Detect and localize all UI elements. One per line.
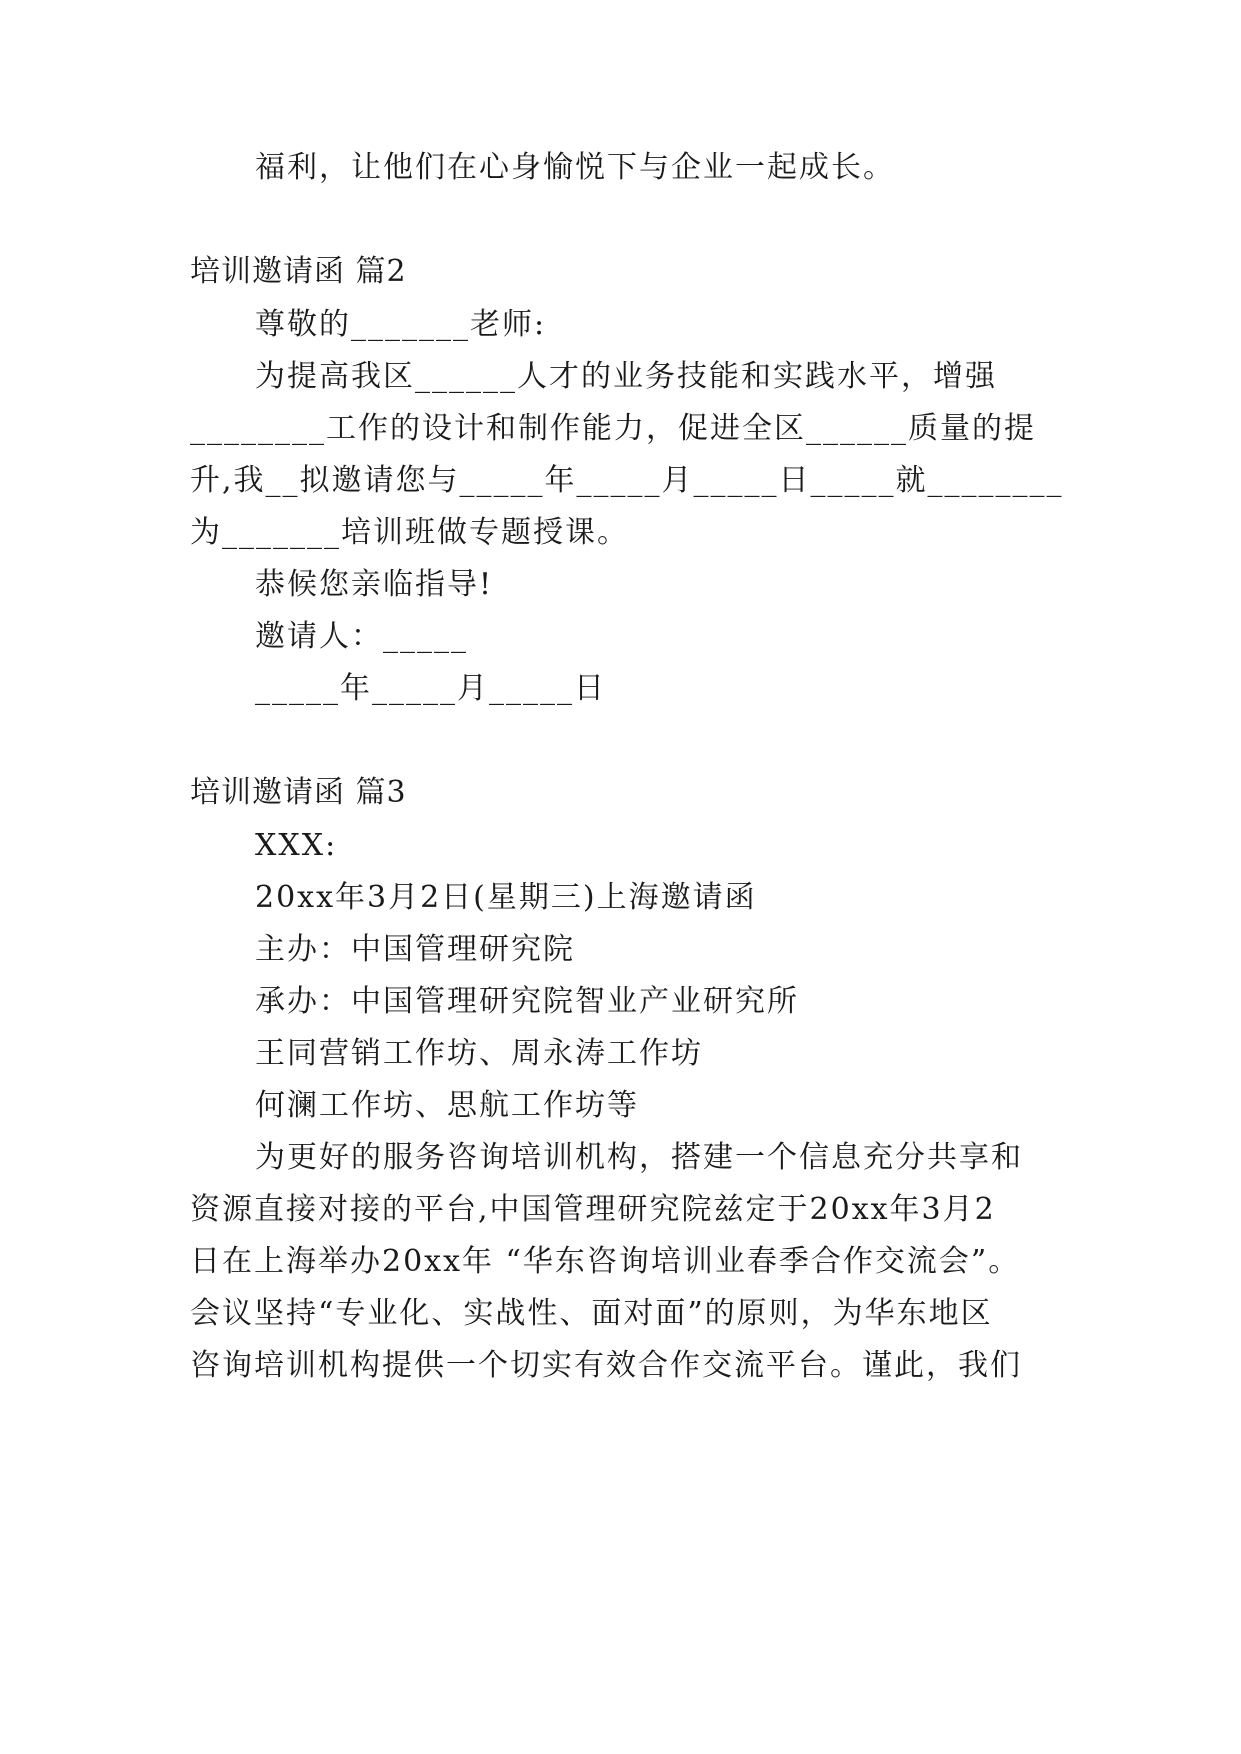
closing-line: 恭候您亲临指导! xyxy=(255,567,494,602)
section-heading-2: 培训邀请函 篇2 xyxy=(190,254,407,289)
organizer-line: 主办：中国管理研究院 xyxy=(255,932,575,967)
paragraph-line: 福利，让他们在心身愉悦下与企业一起成长。 xyxy=(255,150,895,185)
paragraph-line: 会议坚持“专业化、实战性、面对面”的原则，为华东地区 xyxy=(190,1296,993,1331)
paragraph-line: 王同营销工作坊、周永涛工作坊 xyxy=(255,1036,703,1071)
paragraph-line: 为提高我区______人才的业务技能和实践水平，增强 xyxy=(255,359,997,394)
salutation-line: 尊敬的_______老师: xyxy=(255,307,547,342)
paragraph-line: 资源直接对接的平台,中国管理研究院兹定于20xx年3月2 xyxy=(190,1192,996,1227)
paragraph-line: 为更好的服务咨询培训机构，搭建一个信息充分共享和 xyxy=(255,1140,1023,1175)
section-heading-3: 培训邀请函 篇3 xyxy=(190,775,407,810)
salutation-line: XXX: xyxy=(255,828,338,863)
inviter-line: 邀请人：_____ xyxy=(255,619,468,654)
paragraph-line: 20xx年3月2日(星期三)上海邀请函 xyxy=(255,880,757,915)
date-line: _____年_____月_____日 xyxy=(255,671,606,706)
paragraph-line: 何澜工作坊、思航工作坊等 xyxy=(255,1088,639,1123)
paragraph-line: 为_______培训班做专题授课。 xyxy=(190,515,629,550)
paragraph-line: ________工作的设计和制作能力，促进全区______质量的提 xyxy=(190,411,1036,446)
co-organizer-line: 承办：中国管理研究院智业产业研究所 xyxy=(255,984,799,1019)
paragraph-line: 咨询培训机构提供一个切实有效合作交流平台。谨此，我们 xyxy=(190,1348,1022,1383)
paragraph-line: 升,我__拟邀请您与_____年_____月_____日_____就________ xyxy=(190,463,1064,498)
paragraph-line: 日在上海举办20xx年 “华东咨询培训业春季合作交流会”。 xyxy=(190,1244,1021,1279)
